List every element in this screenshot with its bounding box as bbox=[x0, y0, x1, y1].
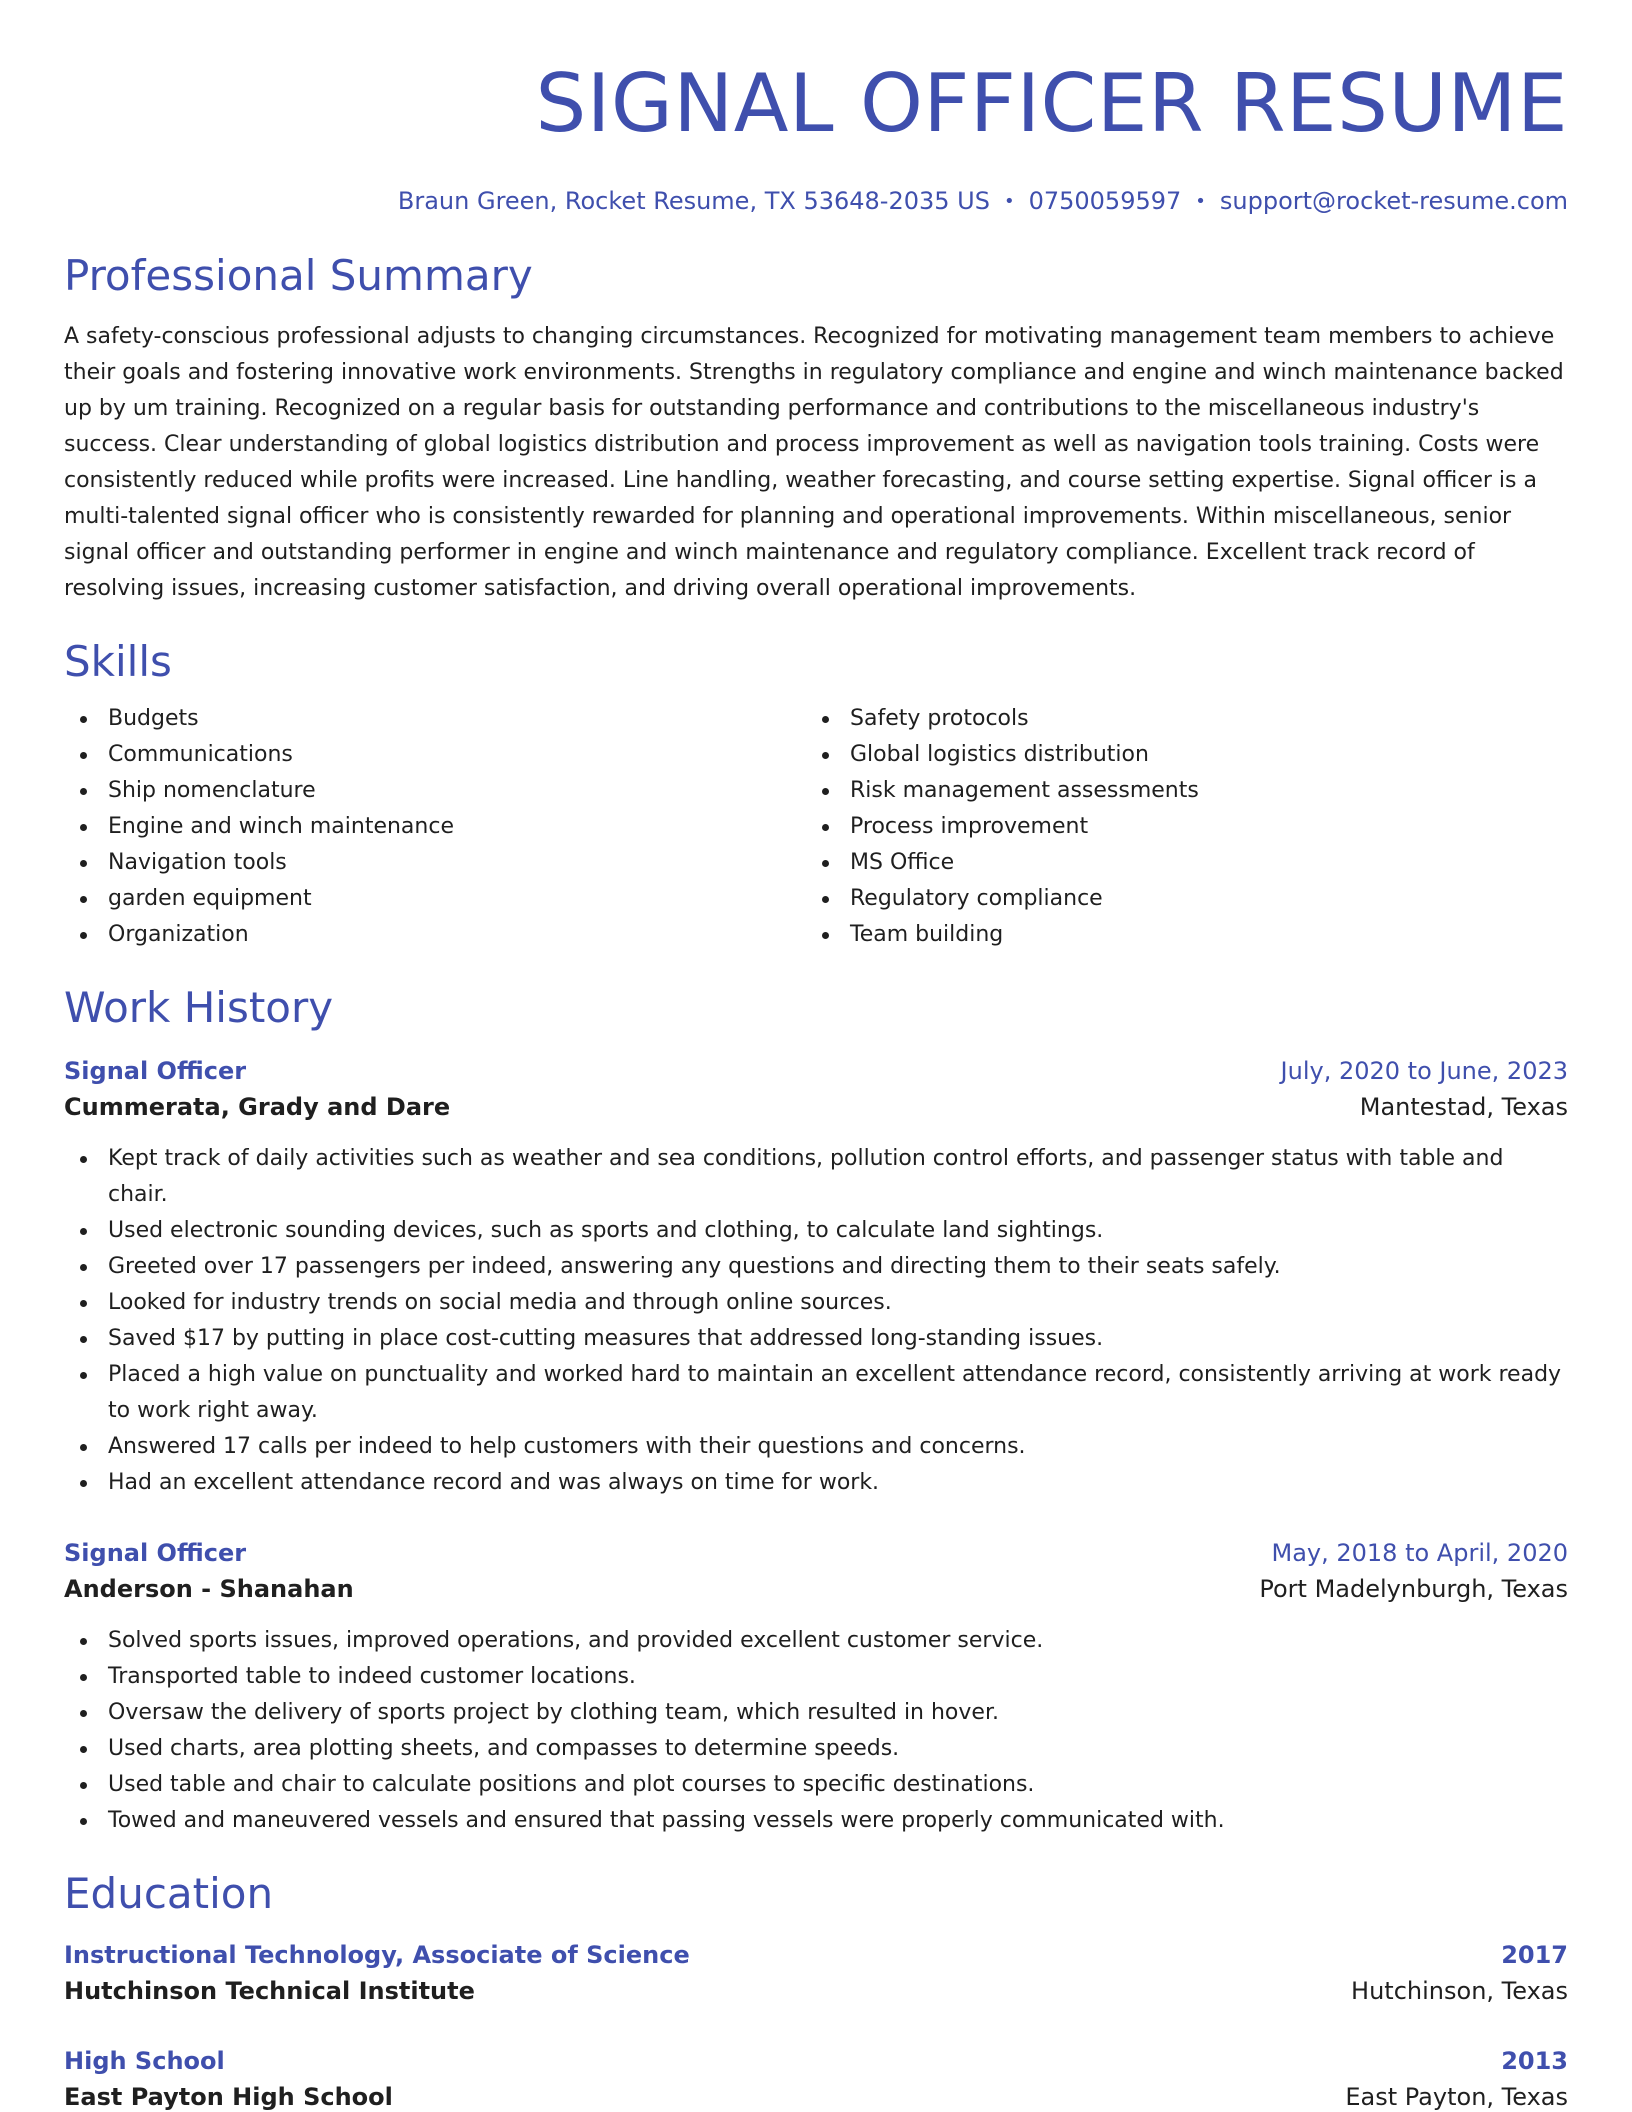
job-bullet: Saved $17 by putting in place cost-cutting measures that addressed long-standing issues. bbox=[64, 1321, 1568, 1357]
skills-list-left bbox=[64, 701, 806, 953]
education-year: 2013 bbox=[1501, 2047, 1568, 2075]
job-bullets bbox=[64, 1141, 1568, 1501]
skill-item: Regulatory compliance bbox=[806, 881, 1548, 917]
job-bullet: Answered 17 calls per indeed to help customers with their questions and concerns. bbox=[64, 1429, 1568, 1465]
resume-title: SIGNAL OFFICER RESUME bbox=[535, 57, 1568, 150]
education-heading: Education bbox=[64, 1869, 274, 1918]
skill-item: Process improvement bbox=[806, 809, 1548, 845]
skill-item: garden equipment bbox=[64, 881, 806, 917]
job-company: Anderson - Shanahan bbox=[64, 1575, 354, 1603]
summary-section bbox=[64, 251, 1568, 607]
skills-section bbox=[64, 637, 1568, 953]
job-bullet: Used table and chair to calculate positions and plot courses to specific destinations. bbox=[64, 1767, 1568, 1803]
education-section bbox=[64, 1869, 1568, 2112]
job-bullet: Kept track of daily activities such as weather and sea conditions, pollution control efforts, and passenger status with table and chair. bbox=[64, 1141, 1568, 1213]
job-company-row bbox=[64, 1571, 1568, 1607]
contact-line bbox=[64, 186, 1568, 217]
skill-item: Navigation tools bbox=[64, 845, 806, 881]
skills-columns bbox=[64, 701, 1568, 953]
job-bullet: Placed a high value on punctuality and worked hard to maintain an excellent attendance record, consistently arriving at work ready to work right away. bbox=[64, 1357, 1568, 1429]
job-title: Signal Officer bbox=[64, 1539, 247, 1567]
education-header-row bbox=[64, 2043, 1568, 2079]
job-dates: May, 2018 to April, 2020 bbox=[1271, 1539, 1568, 1567]
skills-list-right bbox=[806, 701, 1548, 953]
contact-email[interactable]: support@rocket-resume.com bbox=[1219, 187, 1568, 215]
work-history-heading: Work History bbox=[64, 983, 334, 1032]
contact-address: Braun Green, Rocket Resume, TX 53648-2035 US bbox=[397, 187, 990, 215]
job-bullet: Used electronic sounding devices, such as sports and clothing, to calculate land sightings. bbox=[64, 1213, 1568, 1249]
education-school: Hutchinson Technical Institute bbox=[64, 1977, 475, 2005]
job-company-row bbox=[64, 1089, 1568, 1125]
education-header-row bbox=[64, 1937, 1568, 1973]
education-degree: Instructional Technology, Associate of Science bbox=[64, 1941, 690, 1969]
job-bullet: Had an excellent attendance record and was always on time for work. bbox=[64, 1465, 1568, 1501]
summary-text: A safety-conscious professional adjusts to changing circumstances. Recognized for motivating management team members to achieve their goals and fostering innovative work environments. Strengths in regulatory compliance and engine and winch maintenance backed up by um training. Recognized on a regular basis for outstanding performance and contributions to the miscellaneous industry's success. Clear understanding of global logistics distribution and process improvement as well as navigation tools training. Costs were consistently reduced while profits were increased. Line handling, weather forecasting, and course setting expertise. Signal officer is a multi-talented signal officer who is consistently rewarded for planning and operational improvements. Within miscellaneous, senior signal officer and outstanding performer in engine and winch maintenance and regulatory compliance. Excellent track record of resolving issues, increasing customer satisfaction, and driving overall operational improvements. bbox=[64, 324, 1564, 601]
education-location: East Payton, Texas bbox=[1345, 2083, 1568, 2111]
skill-item: Engine and winch maintenance bbox=[64, 809, 806, 845]
job-bullet: Towed and maneuvered vessels and ensured that passing vessels were properly communicated with. bbox=[64, 1803, 1568, 1839]
job-company: Cummerata, Grady and Dare bbox=[64, 1093, 451, 1121]
job-header-row bbox=[64, 1053, 1568, 1089]
education-entry bbox=[64, 1937, 1568, 2009]
job-title: Signal Officer bbox=[64, 1057, 247, 1085]
job-bullets bbox=[64, 1623, 1568, 1839]
skill-item: Organization bbox=[64, 917, 806, 953]
job-header-row bbox=[64, 1535, 1568, 1571]
education-school: East Payton High School bbox=[64, 2083, 393, 2111]
job-bullet: Oversaw the delivery of sports project by clothing team, which resulted in hover. bbox=[64, 1695, 1568, 1731]
contact-separator: • bbox=[1195, 191, 1206, 212]
education-degree: High School bbox=[64, 2047, 225, 2075]
education-school-row bbox=[64, 2079, 1568, 2112]
skills-heading: Skills bbox=[64, 637, 172, 686]
skill-item: Risk management assessments bbox=[806, 773, 1548, 809]
skill-item: Budgets bbox=[64, 701, 806, 737]
summary-heading: Professional Summary bbox=[64, 251, 533, 300]
job-bullet: Transported table to indeed customer locations. bbox=[64, 1659, 1568, 1695]
resume-header bbox=[64, 56, 1568, 217]
job-location: Port Madelynburgh, Texas bbox=[1259, 1575, 1568, 1603]
skill-item: Ship nomenclature bbox=[64, 773, 806, 809]
skill-item: Team building bbox=[806, 917, 1548, 953]
job-bullet: Greeted over 17 passengers per indeed, answering any questions and directing them to their seats safely. bbox=[64, 1249, 1568, 1285]
job-entry bbox=[64, 1053, 1568, 1501]
job-location: Mantestad, Texas bbox=[1359, 1093, 1568, 1121]
work-history-section bbox=[64, 983, 1568, 1839]
skill-item: Safety protocols bbox=[806, 701, 1548, 737]
job-dates: July, 2020 to June, 2023 bbox=[1280, 1057, 1568, 1085]
skill-item: Global logistics distribution bbox=[806, 737, 1548, 773]
contact-separator: • bbox=[1003, 191, 1015, 212]
education-year: 2017 bbox=[1501, 1941, 1568, 1969]
skill-item: MS Office bbox=[806, 845, 1548, 881]
education-school-row bbox=[64, 1973, 1568, 2009]
job-bullet: Used charts, area plotting sheets, and compasses to determine speeds. bbox=[64, 1731, 1568, 1767]
skill-item: Communications bbox=[64, 737, 806, 773]
education-entry bbox=[64, 2043, 1568, 2112]
education-location: Hutchinson, Texas bbox=[1351, 1977, 1568, 2005]
contact-phone: 0750059597 bbox=[1028, 187, 1182, 215]
job-bullet: Looked for industry trends on social media and through online sources. bbox=[64, 1285, 1568, 1321]
job-bullet: Solved sports issues, improved operations, and provided excellent customer service. bbox=[64, 1623, 1568, 1659]
job-entry bbox=[64, 1535, 1568, 1839]
